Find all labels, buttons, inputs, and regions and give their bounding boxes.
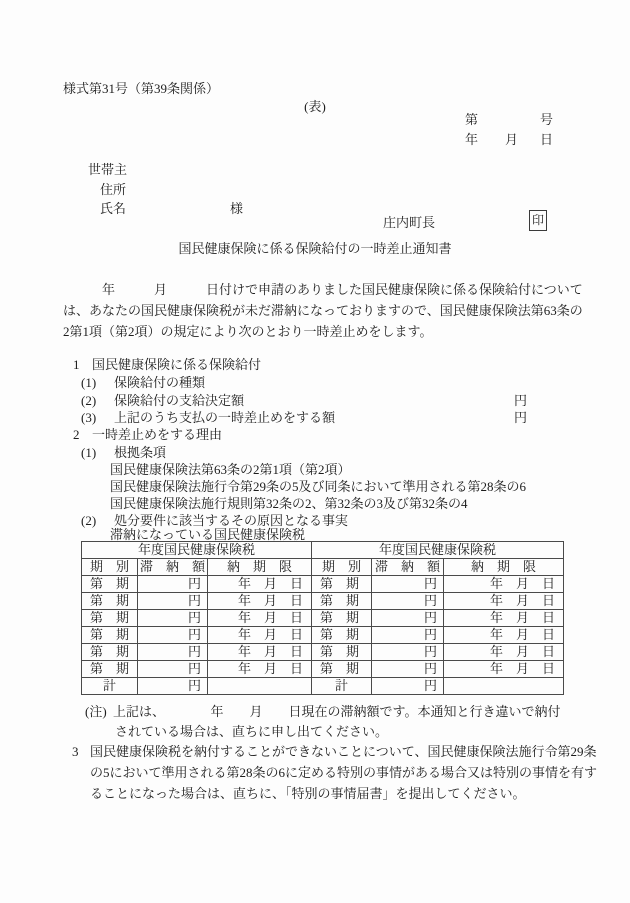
period-cell: 第 期 (312, 593, 372, 610)
amount-cell: 円 (372, 576, 444, 593)
year-header-cell: 年度国民健康保険税 (312, 542, 564, 559)
legal-ref-2: 国民健康保険法施行令第29条の5及び同条において準用される第28条の6 (110, 479, 527, 494)
due-date-cell: 年 月 日 (444, 593, 564, 610)
table-row (82, 559, 564, 576)
due-date-cell: 年 月 日 (444, 576, 564, 593)
form-number: 様式第31号（第39条関係） (63, 81, 220, 96)
due-date-cell: 年 月 日 (444, 644, 564, 661)
period-cell: 第 期 (312, 644, 372, 661)
year-header-cell: 年度国民健康保険税 (82, 542, 312, 559)
due-date-cell: 年 月 日 (208, 627, 312, 644)
section2-sub2-number: (2) (81, 513, 97, 528)
period-header-cell: 期 別 (312, 559, 372, 576)
address-label: 住所 (100, 182, 127, 197)
note-line-2: されている場合は、直ちに申し出てください。 (115, 724, 389, 739)
section2-heading: 一時差止めをする理由 (92, 427, 223, 442)
total-label-cell: 計 (312, 678, 372, 695)
total-amount-cell: 円 (138, 678, 208, 695)
amount-cell: 円 (372, 627, 444, 644)
table-row (82, 593, 564, 610)
amount-cell: 円 (138, 627, 208, 644)
name-label: 氏名 (100, 201, 127, 216)
seal-box: 印 (529, 210, 547, 231)
doc-title: 国民健康保険に係る保険給付の一時差止通知書 (178, 241, 452, 256)
due-date-cell: 年 月 日 (208, 593, 312, 610)
note-label: (注) (85, 704, 107, 719)
amount-header-cell: 滞 納 額 (138, 559, 208, 576)
section1-number: 1 (73, 357, 80, 372)
section3-line-1: 国民健康保険税を納付することができないことについて、国民健康保険法施行令第29条 (90, 744, 597, 759)
section1-item2-number: (2) (81, 393, 97, 408)
table-row (82, 542, 564, 559)
section1-heading: 国民健康保険に係る保険給付 (92, 357, 262, 372)
amount-cell: 円 (138, 610, 208, 627)
due-date-cell: 年 月 日 (208, 576, 312, 593)
table-row (82, 627, 564, 644)
total-label-cell: 計 (82, 678, 138, 695)
period-cell: 第 期 (312, 661, 372, 678)
householder-label: 世帯主 (88, 162, 128, 177)
mayor-title: 庄内町長 (383, 215, 436, 230)
amount-cell: 円 (138, 593, 208, 610)
period-cell: 第 期 (82, 610, 138, 627)
amount-header-cell: 滞 納 額 (372, 559, 444, 576)
due-header-cell: 納 期 限 (208, 559, 312, 576)
amount-cell: 円 (138, 661, 208, 678)
issue-date-month: 月 (505, 132, 519, 147)
period-cell: 第 期 (82, 576, 138, 593)
doc-number-suffix: 号 (540, 112, 554, 127)
issue-date-year: 年 (465, 132, 479, 147)
section3-line-3: ることになった場合は、直ちに、「特別の事情届書」を提出してください。 (90, 786, 526, 801)
section3-number: 3 (72, 744, 79, 759)
period-cell: 第 期 (312, 610, 372, 627)
amount-cell: 円 (372, 593, 444, 610)
due-date-cell: 年 月 日 (444, 610, 564, 627)
period-cell: 第 期 (82, 644, 138, 661)
intro-line-3: 2第1項（第2項）の規定により次のとおり一時差止めをします。 (63, 324, 433, 339)
period-cell: 第 期 (312, 576, 372, 593)
tax-table-body (82, 542, 564, 695)
table-row (82, 576, 564, 593)
honorific: 様 (230, 201, 244, 216)
due-header-cell: 納 期 限 (444, 559, 564, 576)
total-empty-cell (208, 678, 312, 695)
period-cell: 第 期 (312, 627, 372, 644)
period-header-cell: 期 別 (82, 559, 138, 576)
amount-cell: 円 (138, 644, 208, 661)
table-row (82, 661, 564, 678)
section1-item2-unit: 円 (514, 393, 528, 408)
note-line-1: 上記は、 年 月 日現在の滞納額です。本通知と行き違いで納付 (113, 704, 561, 719)
period-cell: 第 期 (82, 627, 138, 644)
amount-cell: 円 (372, 610, 444, 627)
period-cell: 第 期 (82, 661, 138, 678)
section1-item3-label: 上記のうち支払の一時差止めをする額 (114, 410, 336, 425)
delinquency-fact: 滞納になっている国民健康保険税 (110, 527, 306, 542)
section2-sub2-label: 処分要件に該当するその原因となる事実 (114, 513, 349, 528)
intro-line-1: 年 月 日付けで申請のありました国民健康保険に係る保険給付について (63, 282, 583, 297)
section2-number: 2 (73, 427, 80, 442)
issue-date-day: 日 (540, 132, 554, 147)
table-row (82, 610, 564, 627)
section2-sub1-number: (1) (81, 445, 97, 460)
section2-sub1-label: 根拠条項 (114, 445, 167, 460)
amount-cell: 円 (372, 661, 444, 678)
section1-item1-number: (1) (81, 375, 97, 390)
legal-ref-1: 国民健康保険法第63条の2第1項（第2項） (110, 462, 351, 477)
due-date-cell: 年 月 日 (208, 610, 312, 627)
due-date-cell: 年 月 日 (208, 644, 312, 661)
section3-line-2: の5において準用される第28条の6に定める特別の事情がある場合又は特別の事情を有す (90, 765, 598, 780)
sheet-side-label: (表) (304, 99, 326, 114)
amount-cell: 円 (138, 576, 208, 593)
due-date-cell: 年 月 日 (208, 661, 312, 678)
total-empty-cell (444, 678, 564, 695)
due-date-cell: 年 月 日 (444, 661, 564, 678)
table-row (82, 644, 564, 661)
period-cell: 第 期 (82, 593, 138, 610)
section1-item3-unit: 円 (514, 410, 528, 425)
due-date-cell: 年 月 日 (444, 627, 564, 644)
total-amount-cell: 円 (372, 678, 444, 695)
table-total-row (82, 678, 564, 695)
section1-item2-label: 保険給付の支給決定額 (114, 393, 245, 408)
intro-line-2: は、あなたの国民健康保険税が未だ滞納になっておりますので、国民健康保険法第63条の (63, 303, 583, 318)
legal-ref-3: 国民健康保険法施行規則第32条の2、第32条の3及び第32条の4 (110, 496, 468, 511)
section1-item3-number: (3) (81, 410, 97, 425)
tax-table (81, 541, 564, 695)
section1-item1-label: 保険給付の種類 (114, 375, 206, 390)
amount-cell: 円 (372, 644, 444, 661)
doc-number-prefix: 第 (465, 112, 479, 127)
